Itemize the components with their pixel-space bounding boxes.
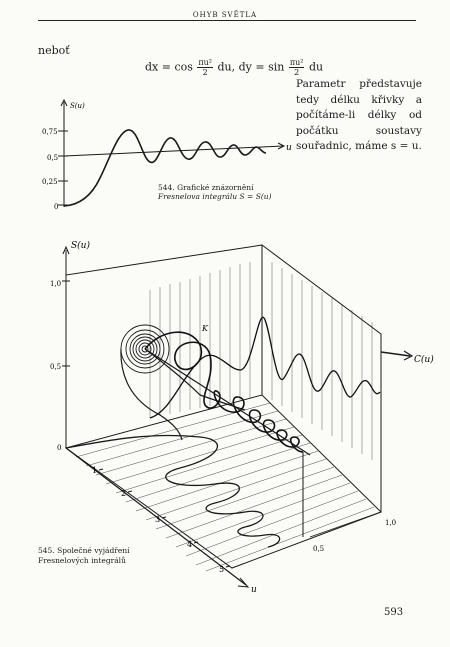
fig544-tick-05: 0,5	[47, 154, 59, 162]
equation-end: du	[308, 60, 324, 74]
fig544-tick-075: 0,75	[42, 128, 58, 136]
u-axis-label: u	[251, 585, 257, 595]
fig544-tick-025: 0,25	[42, 178, 58, 186]
equation-mid: du, dy = sin	[217, 60, 285, 74]
curve-label-k: K	[202, 324, 208, 333]
s-axis-label: S(u)	[71, 241, 90, 251]
fraction-1: $\frac{\text{πu²}}{2}$	[198, 58, 213, 77]
u-tick-4: 4	[187, 540, 193, 549]
u-tick-5: 5	[219, 565, 225, 574]
s-tick-10: 1,0	[50, 280, 62, 288]
caption-544-line1: 544. Grafické znázornění	[158, 183, 254, 192]
c-axis-label: C(u)	[414, 355, 434, 365]
c-tick-05: 0,5	[313, 545, 325, 553]
u-tick-3: 3	[155, 515, 161, 524]
fig544-x-label: u	[286, 143, 292, 153]
intro-word: neboť	[38, 44, 70, 57]
u-tick-1: 1	[92, 466, 98, 475]
page-number: 593	[384, 607, 404, 618]
fig544-tick-0: 0	[54, 203, 59, 211]
equation-dx: dx = cos	[145, 60, 193, 74]
fig544-y-label: S(u)	[70, 102, 85, 110]
figure-544-caption	[158, 183, 272, 201]
s-tick-0: 0	[57, 444, 62, 452]
running-head: OHYB SVĚTLA	[192, 11, 258, 19]
c-tick-10: 1,0	[385, 519, 397, 527]
s-tick-05: 0,5	[50, 363, 62, 371]
back-wall-hatching	[150, 258, 372, 460]
figure-545-3d-plot	[62, 245, 412, 587]
body-paragraph: Parametr představuje tedy délku křivky a počítáme-li délky od počátku soustavy souřadnic, máme s = u.	[296, 78, 422, 152]
u-tick-2: 2	[121, 489, 127, 498]
figure-545-caption: 545. Společné vyjádření Fresnelových integrálů	[38, 546, 130, 565]
caption-544-line2: Fresnelova integrálu S = S(u)	[158, 192, 272, 201]
fraction-2: $\frac{\text{πu²}}{2}$	[289, 58, 304, 77]
